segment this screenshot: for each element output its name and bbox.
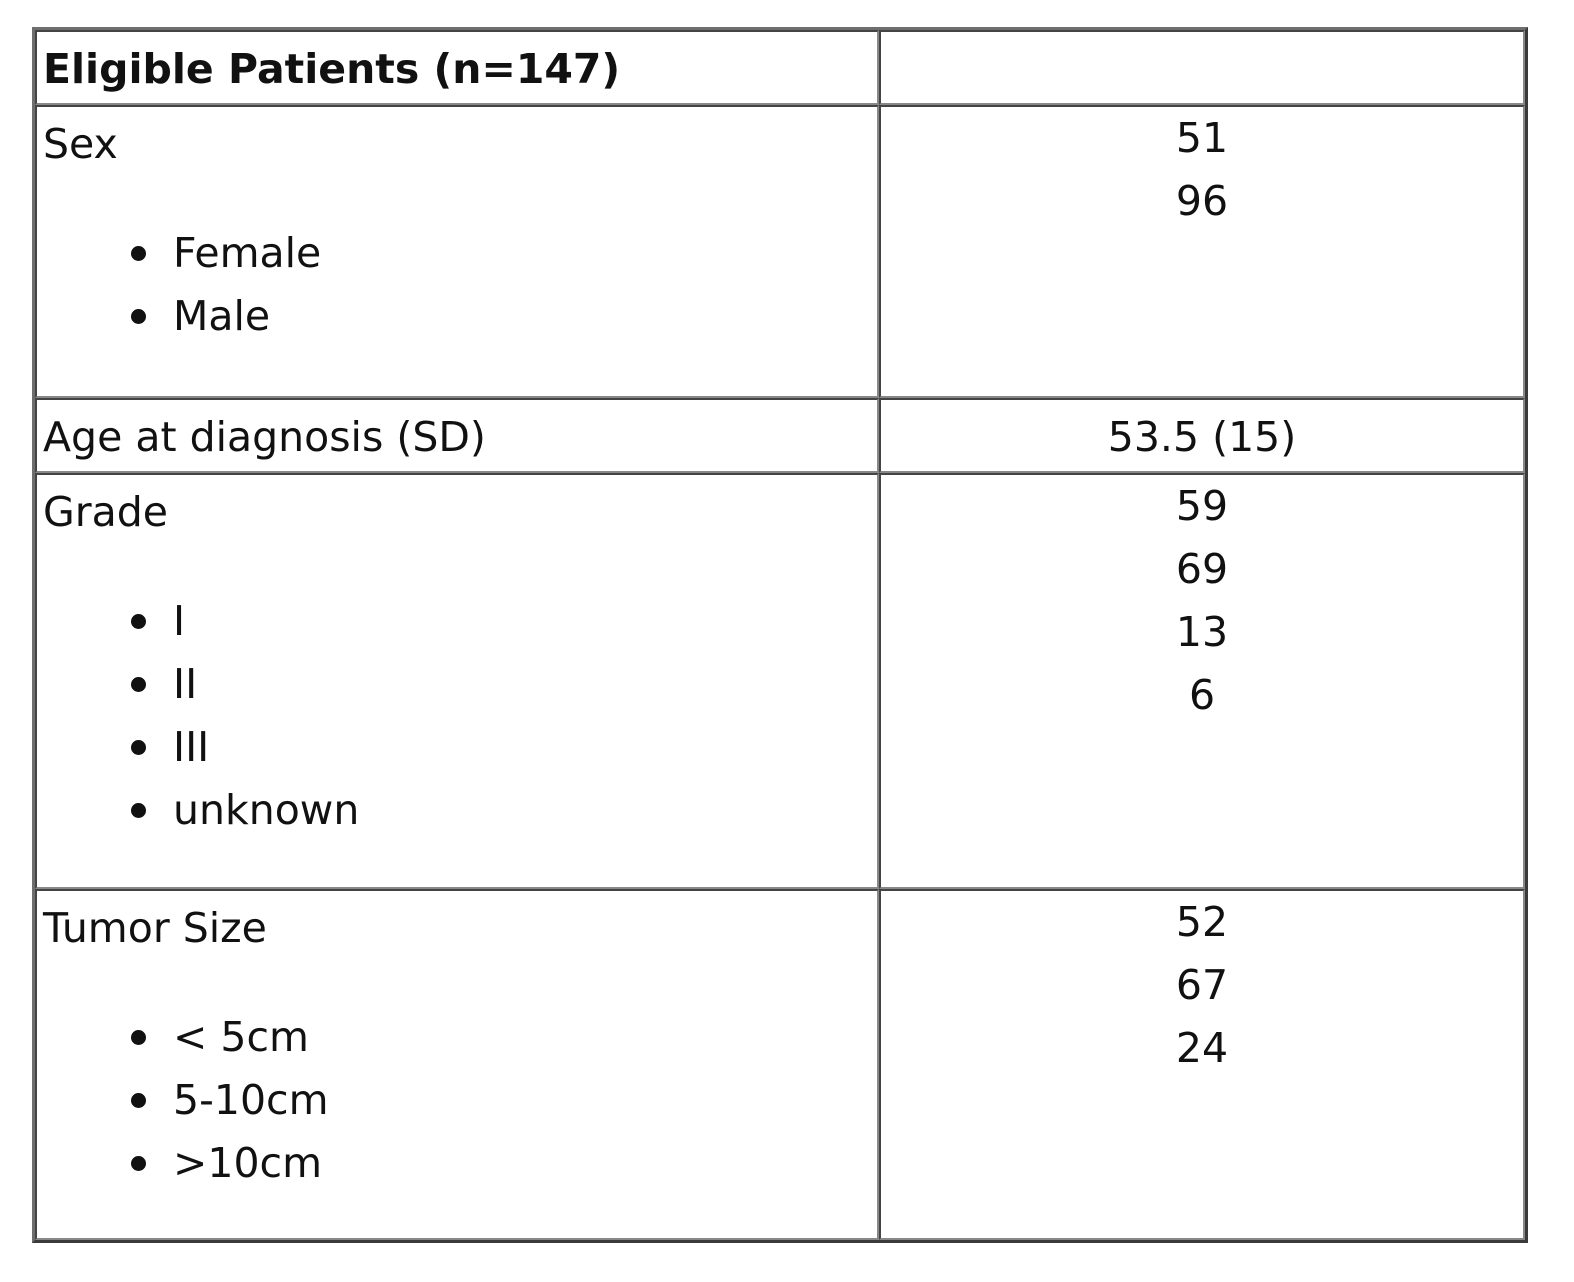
bullet-icon xyxy=(131,677,146,692)
grade-label: Grade xyxy=(43,488,169,536)
count-value: 13 xyxy=(1175,608,1229,656)
bullet-icon xyxy=(131,1093,146,1108)
category-label: II xyxy=(173,660,198,708)
tumor-size-value-cell xyxy=(879,889,1525,1240)
list-item xyxy=(37,716,877,779)
category-label: 5-10cm xyxy=(173,1076,329,1124)
bullet-icon xyxy=(131,1156,146,1171)
count-value: 6 xyxy=(1188,671,1216,719)
table-row-age xyxy=(35,398,1525,473)
grade-value-cell xyxy=(879,473,1525,889)
category-label: >10cm xyxy=(173,1139,323,1187)
category-label: Female xyxy=(173,229,322,277)
count-value: 59 xyxy=(1175,482,1229,530)
table-row-sex xyxy=(35,105,1525,398)
bullet-icon xyxy=(131,740,146,755)
count-value: 69 xyxy=(1175,545,1229,593)
sex-label-cell xyxy=(35,105,879,398)
header-cell-value xyxy=(879,30,1525,105)
grade-category-list xyxy=(37,590,877,842)
category-label: III xyxy=(173,723,210,771)
eligible-patients-heading: Eligible Patients (n=147) xyxy=(43,45,621,93)
count-value: 51 xyxy=(1175,114,1229,162)
sex-value-cell xyxy=(879,105,1525,398)
list-item xyxy=(37,1006,877,1069)
list-item xyxy=(37,222,877,285)
category-label: Male xyxy=(173,292,271,340)
bullet-icon xyxy=(131,309,146,324)
patient-characteristics-table xyxy=(35,30,1525,1240)
table-row-grade xyxy=(35,473,1525,889)
count-value: 52 xyxy=(1175,898,1229,946)
grade-label-cell xyxy=(35,473,879,889)
list-item xyxy=(37,285,877,348)
list-item xyxy=(37,653,877,716)
age-value-cell xyxy=(879,398,1525,473)
count-value: 67 xyxy=(1175,961,1229,1009)
age-label-cell xyxy=(35,398,879,473)
header-cell-label xyxy=(35,30,879,105)
tumor-size-label: Tumor Size xyxy=(43,904,267,952)
sex-label: Sex xyxy=(43,120,118,168)
age-value: 53.5 (15) xyxy=(1107,413,1297,461)
category-label: unknown xyxy=(173,786,360,834)
bullet-icon xyxy=(131,614,146,629)
list-item xyxy=(37,590,877,653)
age-label: Age at diagnosis (SD) xyxy=(43,413,486,461)
count-value: 96 xyxy=(1175,177,1229,225)
category-label: I xyxy=(173,597,186,645)
table-header-row xyxy=(35,30,1525,105)
count-value: 24 xyxy=(1175,1024,1229,1072)
sex-category-list xyxy=(37,222,877,348)
bullet-icon xyxy=(131,803,146,818)
tumor-size-label-cell xyxy=(35,889,879,1240)
table-row-tumor-size xyxy=(35,889,1525,1240)
patient-characteristics-table-frame xyxy=(32,27,1528,1243)
list-item xyxy=(37,779,877,842)
category-label: < 5cm xyxy=(173,1013,309,1061)
list-item xyxy=(37,1132,877,1195)
bullet-icon xyxy=(131,246,146,261)
tumor-size-category-list xyxy=(37,1006,877,1195)
list-item xyxy=(37,1069,877,1132)
bullet-icon xyxy=(131,1030,146,1045)
